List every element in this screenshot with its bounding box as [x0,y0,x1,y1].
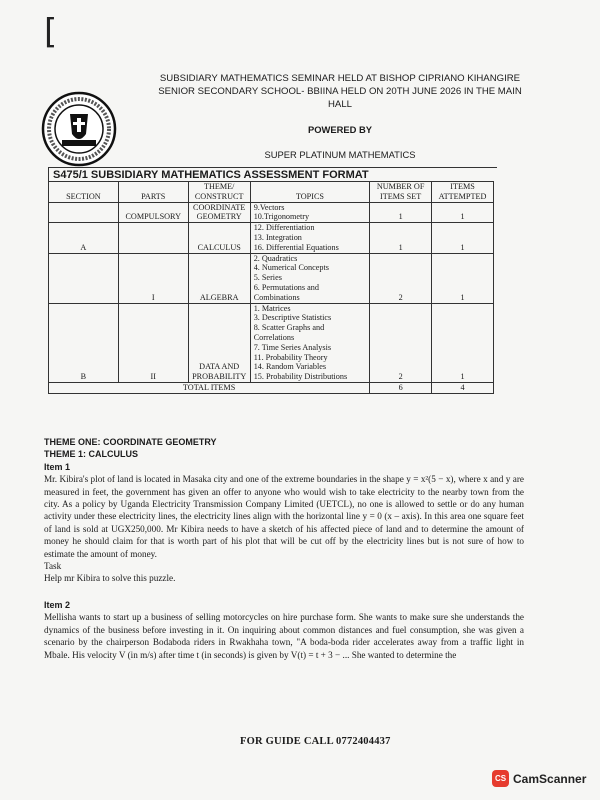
row-attempted: 1 [432,303,494,382]
table-total-row [49,382,494,393]
header-parts: PARTS [118,182,188,203]
row-parts: COMPULSORY [118,202,188,223]
row-parts: I [118,253,188,303]
assessment-format-table [48,181,494,394]
item1-text: Mr. Kibira's plot of land is located in Masaka city and one of the extreme boundaries in the shape y = x²(5 − x), where x and y are measured in feet, the government has given an offer to anyone who would wish to take electricity to the nearby town from the city. As a policy by Uganda Electricity Transmission Company Limited (UETCL), no one is allowed to settle or do any human activity under these electricity lines, the electricity lines align with the horizontal line y = 0 (x – axis). In this area one square feet of land is sold at UGX250,000. Mr Kibira needs to have a sketch of his affected piece of land and to determine the amount of money he should claim for that is worth part of his plot that will be cut off by the electricity lines but is not sure of how to estimate the amount of money. [44,474,524,559]
header-number: NUMBER OF ITEMS SET [370,182,432,203]
total-number: 6 [370,382,432,393]
footer-contact: FOR GUIDE CALL 0772404437 [240,736,391,747]
row-section [49,202,119,223]
table-row [49,253,494,303]
document-header [120,72,560,161]
theme-calculus-heading: THEME 1: CALCULUS [44,449,138,460]
row-topics: 1. Matrices 3. Descriptive Statistics 8. Scatter Graphs and Correlations 7. Time Series Analysis 11. Probability Theory 14. Random Variables 15. Probability Distributions [250,303,370,382]
row-theme: COORDINATE GEOMETRY [188,202,250,223]
camscanner-watermark [492,770,586,787]
header-section: SECTION [49,182,119,203]
assessment-format-title: S475/1 SUBSIDIARY MATHEMATICS ASSESSMENT FORMAT [48,167,497,182]
row-parts: II [118,303,188,382]
row-number: 1 [370,223,432,253]
sponsor-name: SUPER PLATINUM MATHEMATICS [264,149,416,160]
camscanner-icon: CS [492,770,509,787]
row-number: 2 [370,253,432,303]
row-attempted: 1 [432,253,494,303]
row-theme: CALCULUS [188,223,250,253]
header-theme: THEME/ CONSTRUCT [188,182,250,203]
row-section [49,253,119,303]
row-topics: 9.Vectors 10.Trigonometry [250,202,370,223]
table-header-row [49,182,494,203]
total-attempted: 4 [432,382,494,393]
row-attempted: 1 [432,202,494,223]
table-row [49,303,494,382]
camscanner-label: CamScanner [513,771,587,786]
theme-one-heading: THEME ONE: COORDINATE GEOMETRY [44,437,217,447]
row-number: 1 [370,202,432,223]
item1-label: Item 1 [44,461,71,472]
row-theme: ALGEBRA [188,253,250,303]
row-section: B [49,303,119,382]
row-parts [118,223,188,253]
header-line-1: SUBSIDIARY MATHEMATICS SEMINAR HELD AT BISHOP CIPRIANO KIHANGIRE [159,73,521,84]
powered-by: POWERED BY [307,124,373,135]
table-row [49,223,494,253]
row-section: A [49,223,119,253]
table-row [49,202,494,223]
school-crest-logo [40,90,118,168]
item2-text: Mellisha wants to start up a business of selling motorcycles on hire purchase form. She wants to make sure she understands the dynamics of the business before investing in it. On inquiring about common distances and fuel consumption, she was given a scenario by the chairperson Bodaboda riders in Rwakhaha town, "A boda-boda rider accelerates away from a traffic light in Mbale. His velocity V (in m/s) after time t (in seconds) is given by V(t) = t + 3 − ... She wanted to determine the [44,612,524,660]
row-attempted: 1 [432,223,494,253]
header-line-2: SENIOR SECONDARY SCHOOL- BBIINA HELD ON 20TH JUNE 2026 IN THE MAIN [158,86,522,97]
header-topics: TOPICS [250,182,370,203]
header-attempted: ITEMS ATTEMPTED [432,182,494,203]
task-text: Help mr Kibira to solve this puzzle. [44,573,176,584]
task-label: Task [44,561,62,572]
row-theme: DATA AND PROBABILITY [188,303,250,382]
header-line-3: HALL [328,99,352,110]
total-label: TOTAL ITEMS [49,382,370,393]
row-topics: 12. Differentiation 13. Integration 16. Differential Equations [250,223,370,253]
scan-bracket-mark: [ [44,12,58,52]
row-number: 2 [370,303,432,382]
row-topics: 2. Quadratics 4. Numerical Concepts 5. Series 6. Permutations and Combinations [250,253,370,303]
document-body [44,436,524,661]
item2-label: Item 2 [44,599,71,610]
